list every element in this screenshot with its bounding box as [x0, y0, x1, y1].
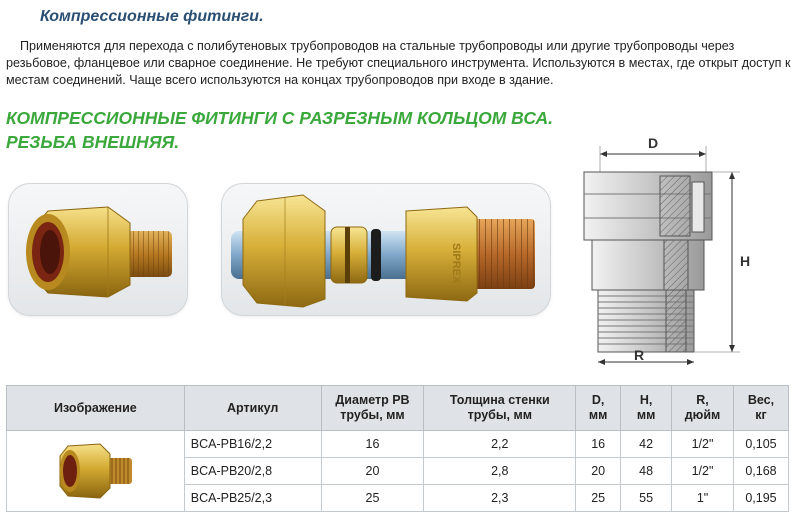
col-header-r: R, дюйм [672, 386, 734, 431]
dimension-label-r: R [634, 347, 645, 363]
cell-article: BCA-PB16/2,2 [184, 431, 321, 458]
cell-article: BCA-PB20/2,8 [184, 458, 321, 485]
product-subheading: КОМПРЕССИОННЫЕ ФИТИНГИ С РАЗРЕЗНЫМ КОЛЬЦОМ ВСА. РЕЗЬБА ВНЕШНЯЯ. [6, 108, 554, 152]
col-header-d: D, мм [576, 386, 621, 431]
cell-h: 55 [621, 485, 672, 512]
dimension-label-d: D [648, 135, 659, 151]
cell-thickness: 2,3 [424, 485, 576, 512]
cell-diameter: 25 [321, 485, 424, 512]
intro-text: Применяются для перехода с полибутеновых трубопроводов на стальные трубопроводы или другие трубопроводы через резьбовое, фланцевое или сварное соединение. Не требуют специального инструмента. Используются в местах, где открыт доступ к местам соединений. Чаще всего используются на концах трубопроводов при входе в здание. [6, 39, 791, 87]
cell-thickness: 2,2 [424, 431, 576, 458]
cell-d: 25 [576, 485, 621, 512]
cell-h: 42 [621, 431, 672, 458]
cell-thickness: 2,8 [424, 458, 576, 485]
cell-r: 1/2" [672, 431, 734, 458]
cell-d: 20 [576, 458, 621, 485]
col-header-article: Артикул [184, 386, 321, 431]
cell-r: 1" [672, 485, 734, 512]
cell-diameter: 20 [321, 458, 424, 485]
cell-weight: 0,168 [733, 458, 788, 485]
table-row [7, 431, 789, 458]
brand-engraving: SIPREX [450, 243, 462, 284]
intro-paragraph [6, 38, 791, 89]
fitting-dimension-drawing [570, 132, 792, 372]
col-header-diameter: Диаметр PB трубы, мм [321, 386, 424, 431]
fitting-thumbnail [7, 431, 185, 512]
col-header-thickness: Толщина стенки трубы, мм [424, 386, 576, 431]
table-header-row [7, 386, 789, 431]
cell-diameter: 16 [321, 431, 424, 458]
section-title: Компрессионные фитинги. [40, 8, 264, 25]
col-header-image: Изображение [7, 386, 185, 431]
col-header-h: H, мм [621, 386, 672, 431]
fitting-photo-assembled [8, 183, 188, 316]
cell-r: 1/2" [672, 458, 734, 485]
dimension-label-h: H [740, 253, 751, 269]
cell-article: BCA-PB25/2,3 [184, 485, 321, 512]
specification-table [6, 385, 789, 512]
cell-d: 16 [576, 431, 621, 458]
col-header-weight: Вес, кг [733, 386, 788, 431]
cell-weight: 0,105 [733, 431, 788, 458]
cell-weight: 0,195 [733, 485, 788, 512]
fitting-photo-exploded [221, 183, 551, 316]
cell-h: 48 [621, 458, 672, 485]
